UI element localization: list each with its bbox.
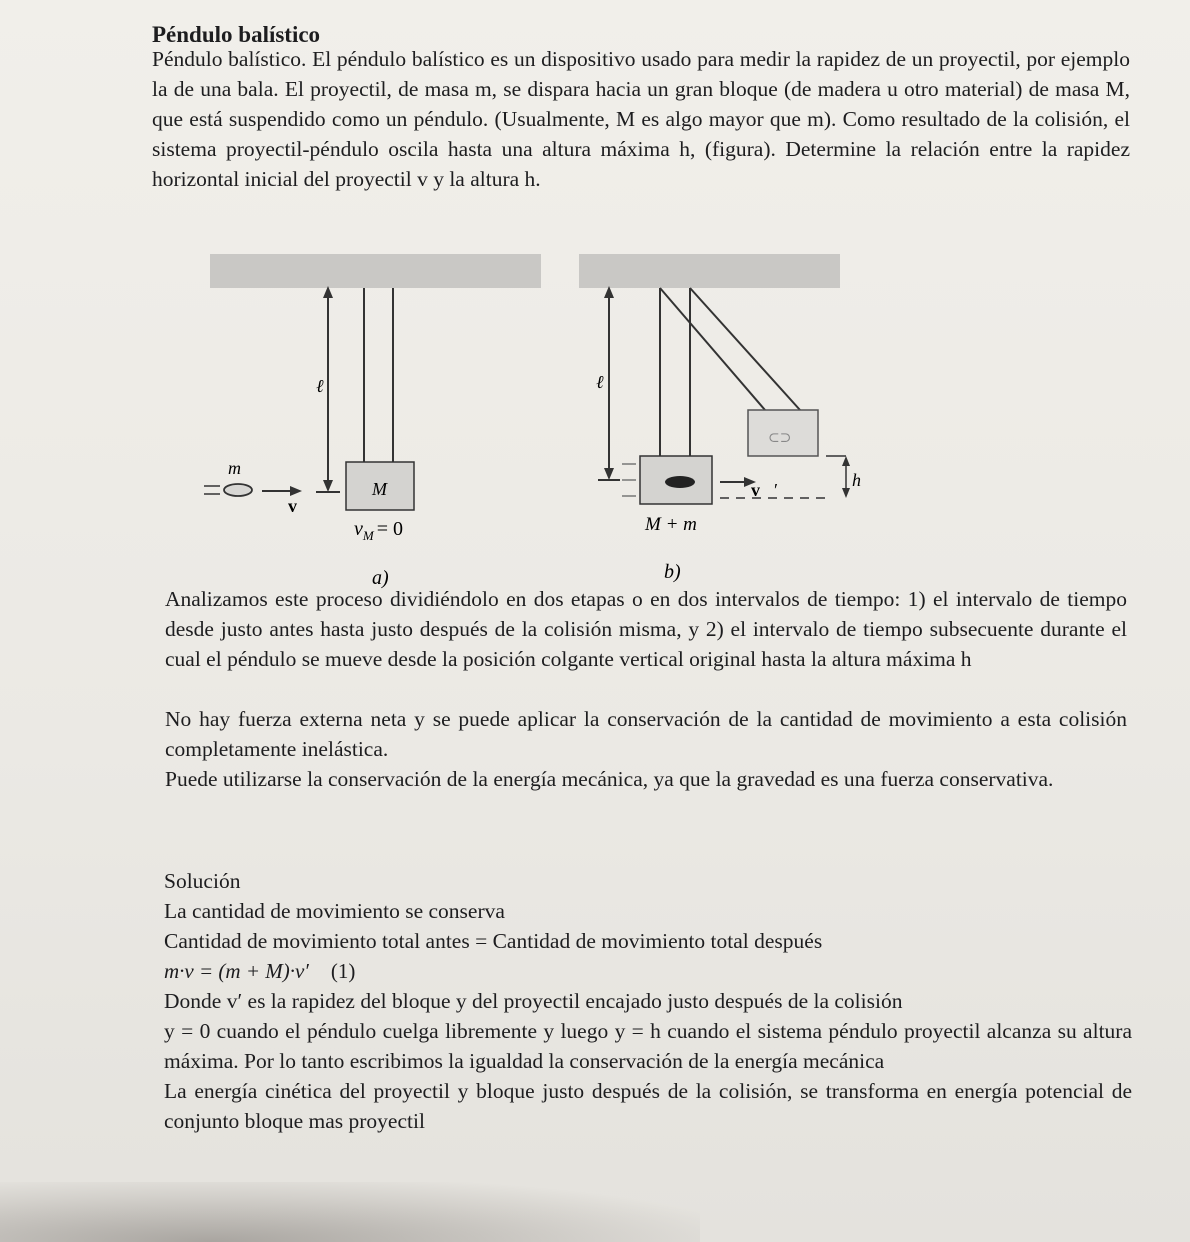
equation-number: (1)	[330, 959, 356, 983]
solution-line-5: La energía cinética del proyectil y bloque justo después de la colisión, se transforma en energía potencial de conjunto bloque mas proyectil	[164, 1079, 1132, 1133]
height-label: h	[852, 470, 861, 490]
solution-line-4: y = 0 cuando el péndulo cuelga libremente y luego y = h cuando el sistema péndulo proyectil alcanza su altura máxima. Por lo tanto escribimos la igualdad la conservación de la energía mecánica	[164, 1019, 1132, 1073]
length-label-b: ℓ	[596, 372, 604, 392]
solution-line-2: Cantidad de movimiento total antes = Cantidad de movimiento total después	[164, 929, 823, 953]
velocity-label-a: v⃗	[288, 496, 312, 516]
bullet-label-a: m	[228, 458, 241, 478]
string-b-swung-left	[660, 288, 765, 410]
solution-section	[164, 866, 1132, 1136]
analysis-paragraph-2: No hay fuerza externa neta y se puede aplicar la conservación de la cantidad de movimiento a esta colisión completamente inelástica.	[165, 707, 1127, 761]
ceiling-a	[210, 254, 541, 288]
momentum-equation: m·v = (m + M)·v′ (1)	[164, 959, 356, 983]
intro-paragraph: Péndulo balístico. El péndulo balístico es un dispositivo usado para medir la rapidez de un proyectil, por ejemplo la de una bala. El proyectil, de masa m, se dispara hacia un gran bloque (de madera u otro material) de masa M, que está suspendido como un péndulo. (Usualmente, M es algo mayor que m). Como resultado de la colisión, el sistema proyectil-péndulo oscila hasta una altura máxima h, (figura). Determine la relación entre la rapidez horizontal inicial del proyectil v y la altura h.	[152, 47, 1130, 191]
page-shadow	[0, 1182, 700, 1242]
analysis-paragraph-1: Analizamos este proceso dividiéndolo en dos etapas o en dos intervalos de tiempo: 1) el intervalo de tiempo desde justo antes hasta justo después de la colisión misma, y 2) el intervalo de tiempo subsecuente durante el cual el péndulo se mueve desde la posición colgante vertical original hasta la altura máxima h	[165, 587, 1127, 671]
ballistic-pendulum-figure	[190, 250, 870, 595]
block-label-a: M	[372, 479, 387, 499]
string-b-swung-right	[690, 288, 800, 410]
solution-line-3: Donde v′ es la rapidez del bloque y del proyectil encajado justo después de la colisión	[164, 989, 903, 1013]
solution-line-1: La cantidad de movimiento se conserva	[164, 899, 505, 923]
bullet-a	[224, 484, 252, 496]
caption-b: b)	[664, 561, 681, 583]
ceiling-b	[579, 254, 840, 288]
bullet-b-swung: ⊂⊃	[768, 431, 792, 446]
analysis-paragraph-3: Puede utilizarse la conservación de la energía mecánica, ya que la gravedad es una fuerza conservativa.	[165, 767, 1054, 791]
bullet-b	[665, 476, 695, 488]
velocity-label-b: v⃗′	[751, 480, 778, 500]
page-title: Péndulo balístico	[152, 22, 321, 47]
caption-a: a)	[372, 567, 389, 589]
mass-label-b: M + m	[645, 514, 697, 535]
length-label-a: ℓ	[316, 376, 324, 396]
block-velocity-a: $v_M = 0$	[354, 518, 404, 543]
solution-heading: Solución	[164, 869, 241, 893]
